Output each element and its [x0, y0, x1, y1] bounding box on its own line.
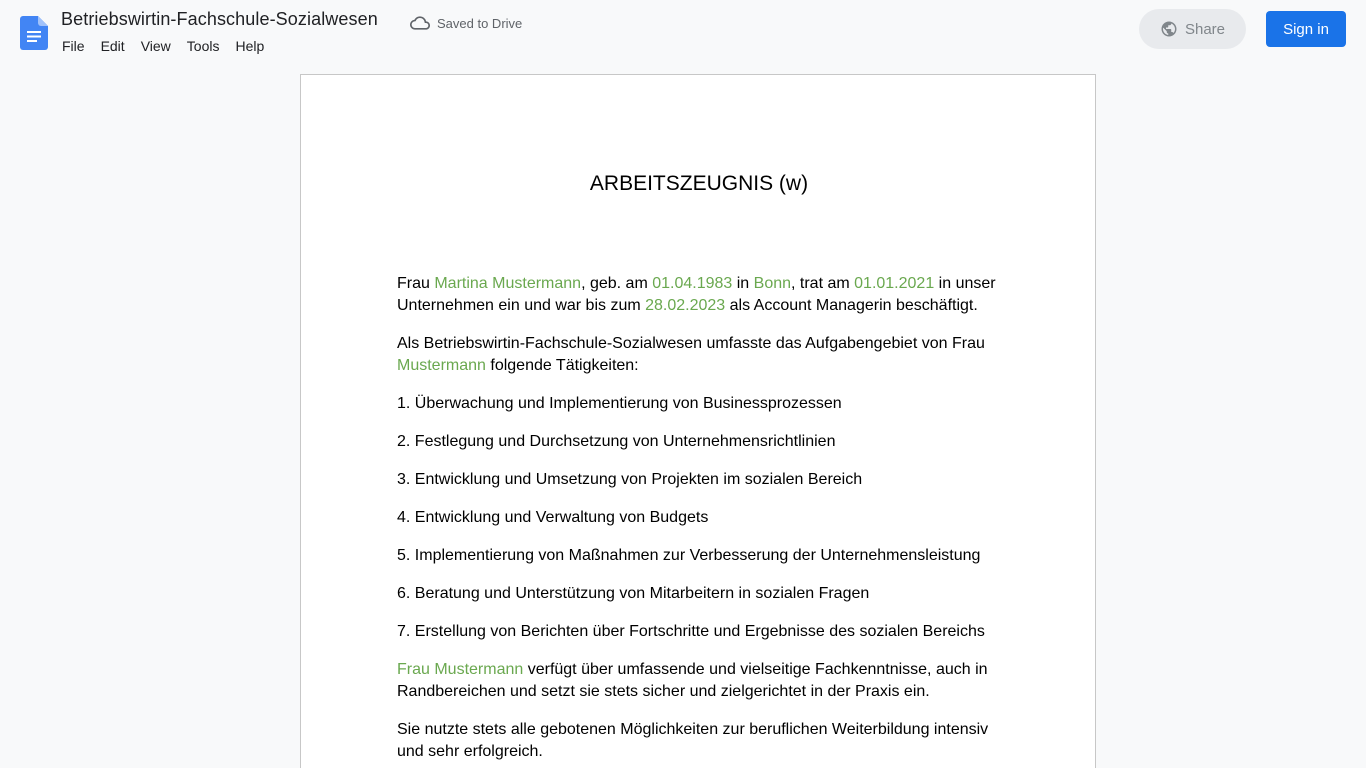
knowledge-paragraph — [397, 659, 1001, 703]
intro-paragraph — [397, 273, 1001, 317]
top-bar — [0, 0, 1366, 64]
intro-text-3: in — [732, 275, 754, 292]
saved-status-label: Saved to Drive — [437, 15, 523, 31]
sign-in-button[interactable]: Sign in — [1266, 11, 1346, 47]
intro-text-6: als Account Managerin beschäftigt. — [725, 297, 978, 314]
intro-text-2: , geb. am — [581, 275, 653, 292]
menu-help[interactable]: Help — [235, 38, 265, 54]
training-paragraph: Sie nutzte stets alle gebotenen Möglichkeiten zur beruflichen Weiterbildung intensiv und sehr erfolgreich. — [397, 721, 989, 760]
intro-text-4: , trat am — [791, 275, 855, 292]
end-date: 28.02.2023 — [645, 297, 726, 314]
menu-tools[interactable]: Tools — [186, 38, 220, 54]
share-button-label: Share — [1184, 20, 1226, 38]
employee-surname: Mustermann — [397, 357, 486, 374]
document-page[interactable] — [300, 74, 1096, 768]
document-body — [397, 273, 1001, 768]
knowledge-text: verfügt über umfassende und vielseitige Fachkenntnisse, auch in Randbereichen und setzt sie stets sicher und zielgerichtet in der Praxis ein. — [397, 661, 988, 700]
share-button[interactable] — [1139, 9, 1246, 49]
intro-text-1: Frau — [397, 275, 435, 292]
intro-text-5: in unser Unternehmen ein und war bis zum — [397, 275, 996, 314]
cloud-done-icon — [410, 13, 430, 33]
birth-city: Bonn — [753, 275, 792, 292]
menu-edit[interactable]: Edit — [100, 38, 125, 54]
tasks-intro-text-1: Als Betriebswirtin-Fachschule-Sozialwesen umfasste das Aufgabengebiet von Frau — [397, 335, 985, 352]
employee-name-reference: Frau Mustermann — [397, 661, 524, 678]
document-heading: ARBEITSZEUGNIS (w) — [589, 172, 809, 195]
employee-name: Martina Mustermann — [434, 275, 582, 292]
tasks-intro-text-2: folgende Tätigkeiten: — [485, 357, 639, 374]
task-item: 4. Entwicklung und Verwaltung von Budgets — [397, 509, 709, 526]
task-item: 5. Implementierung von Maßnahmen zur Verbesserung der Unternehmensleistung — [397, 547, 981, 564]
task-item: 6. Beratung und Unterstützung von Mitarbeitern in sozialen Fragen — [397, 585, 870, 602]
task-item: 1. Überwachung und Implementierung von Businessprozessen — [397, 395, 842, 412]
google-docs-logo-icon[interactable] — [20, 16, 48, 50]
task-item: 3. Entwicklung und Umsetzung von Projekten im sozialen Bereich — [397, 471, 863, 488]
tasks-intro-paragraph — [397, 333, 1001, 377]
birth-date: 01.04.1983 — [652, 275, 733, 292]
menu-file[interactable]: File — [62, 38, 85, 54]
saved-status[interactable] — [410, 13, 522, 33]
document-title[interactable]: Betriebswirtin-Fachschule-Sozialwesen — [61, 9, 378, 29]
menu-bar — [54, 36, 272, 56]
task-item: 7. Erstellung von Berichten über Fortschritte und Ergebnisse des sozialen Bereichs — [397, 623, 985, 640]
globe-icon — [1160, 20, 1178, 38]
menu-view[interactable]: View — [140, 38, 171, 54]
start-date: 01.01.2021 — [854, 275, 935, 292]
task-item: 2. Festlegung und Durchsetzung von Unternehmensrichtlinien — [397, 433, 836, 450]
